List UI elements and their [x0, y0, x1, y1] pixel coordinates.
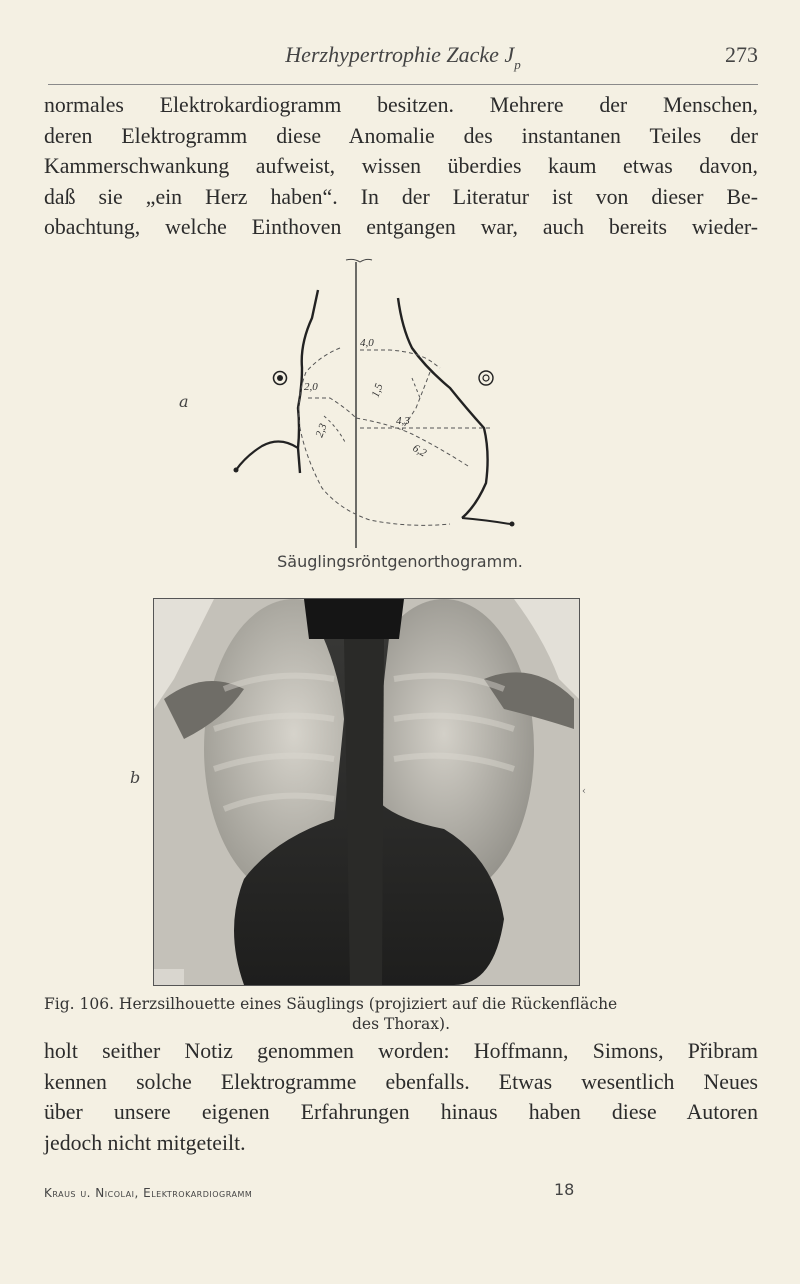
left-inner-dashed	[308, 398, 356, 418]
orthogram-diagram	[150, 248, 650, 568]
paragraph-top	[44, 90, 758, 243]
heart-outline-top	[360, 350, 440, 368]
orthogram-svg	[150, 248, 650, 568]
diagonal-dashed	[356, 418, 468, 466]
text-line: jedoch nicht mitgeteilt.	[44, 1130, 246, 1155]
target-marker-right	[479, 371, 493, 385]
running-title-text: Herzhypertrophie Zacke J	[285, 42, 515, 67]
text-line: Kammerschwankung aufweist, wissen überdies kaum etwas davon,	[44, 154, 758, 178]
margin-mark: ‹	[582, 786, 586, 797]
running-title	[48, 42, 758, 73]
paragraph-bottom	[44, 1036, 758, 1158]
measure-label: 2,3	[313, 422, 330, 440]
xray-corner-mark	[154, 969, 184, 985]
text-line: normales Elektrokardiogramm besitzen. Mehrere der Menschen,	[44, 93, 758, 117]
text-line: obachtung, welche Einthoven entgangen war, auch bereits wieder-	[44, 215, 758, 239]
figure-caption-line: des Thorax).	[352, 1015, 450, 1033]
text-line: daß sie „ein Herz haben“. In der Literatur ist von dieser Be-	[44, 184, 758, 209]
target-marker-left-dot	[277, 375, 283, 381]
xray-spine	[344, 639, 384, 985]
measure-label: 6,2	[410, 442, 429, 460]
figure-caption-line: Fig. 106. Herzsilhouette eines Säuglings (projiziert auf die Rückenfläche	[44, 995, 618, 1013]
running-title-subscript: p	[514, 57, 521, 72]
left-diaphragm-dot	[234, 468, 239, 473]
text-line: deren Elektrogramm diese Anomalie des instantanen Teiles der	[44, 123, 758, 148]
measure-label: 1,5	[369, 382, 386, 400]
figure-label-a: a	[179, 392, 189, 411]
text-line: über unsere eigenen Erfahrungen hinaus haben diese Autoren	[44, 1100, 758, 1124]
orthogram-caption: Säuglingsröntgenorthogramm.	[277, 552, 523, 571]
xray-clavicle-shadow	[304, 599, 404, 639]
xray-svg	[154, 599, 579, 985]
top-tick	[346, 259, 372, 262]
text-line: kennen solche Elektrogramme ebenfalls. Etwas wesentlich Neues	[44, 1069, 758, 1094]
measure-label: 4,0	[360, 337, 374, 349]
left-diaphragm-line	[236, 441, 298, 470]
figure-label-b: b	[130, 768, 141, 787]
figure-caption	[44, 994, 758, 1034]
target-marker-right-ring	[483, 375, 489, 381]
page-number: 273	[725, 42, 758, 67]
xray-image	[153, 598, 580, 986]
right-diaphragm-dot	[510, 522, 515, 527]
running-header	[48, 40, 758, 85]
right-upper-dashed	[412, 378, 420, 398]
signature-mark: 18	[554, 1180, 575, 1199]
measure-label: 4,3	[396, 415, 410, 427]
text-line: holt seither Notiz genommen worden: Hoffmann, Simons, Přibram	[44, 1039, 758, 1063]
right-contour	[398, 298, 488, 518]
footer-authors: Kraus u. Nicolai, Elektrokardiogramm	[44, 1186, 253, 1200]
measure-label: 2,0	[304, 381, 318, 393]
right-diaphragm-line	[462, 518, 510, 524]
